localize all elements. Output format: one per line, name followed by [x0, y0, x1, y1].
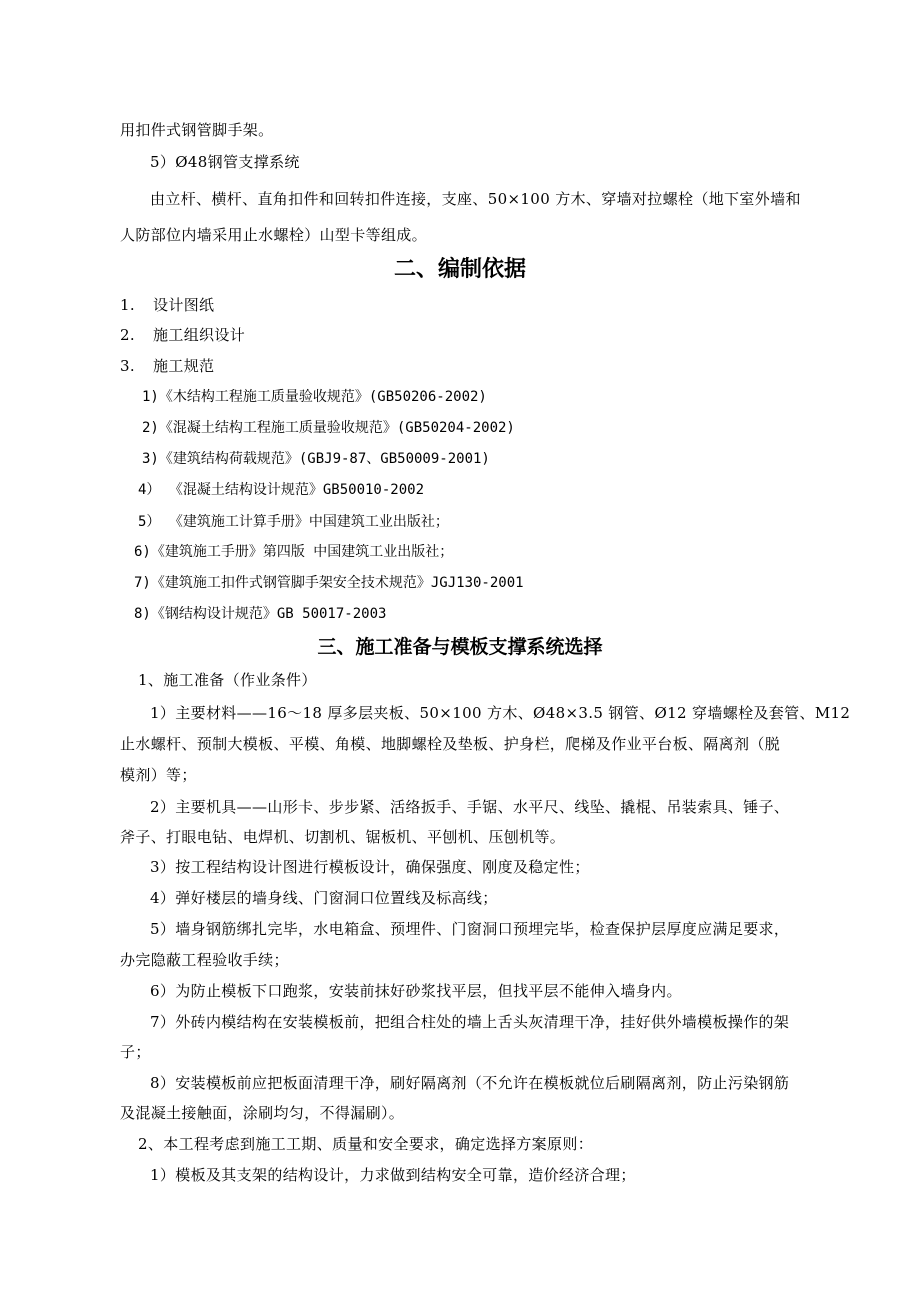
paragraph-line: 4）弹好楼层的墙身线、门窗洞口位置线及标高线；	[150, 889, 498, 907]
paragraph-line: 3）按工程结构设计图进行模板设计，确保强度、刚度及稳定性；	[150, 858, 590, 876]
paragraph-line: 办完隐蔽工程验收手续；	[120, 951, 289, 969]
paragraph-line: 8）安装模板前应把板面清理干净，刷好隔离剂（不允许在模板就位后刷隔离剂，防止污染钢筋	[150, 1074, 790, 1092]
standard-item: 5） 《建筑施工计算手册》中国建筑工业出版社；	[138, 514, 449, 530]
subsection-heading: 2、本工程考虑到施工工期、质量和安全要求，确定选择方案原则：	[138, 1135, 594, 1153]
section3-title: 三、施工准备与模板支撑系统选择	[317, 636, 603, 658]
basis-item-text: 设计图纸	[153, 296, 215, 314]
standard-item: 7)《建筑施工扣件式钢管脚手架安全技术规范》JGJ130-2001	[134, 575, 524, 591]
paragraph-line: 7）外砖内模结构在安装模板前，把组合柱处的墙上舌头灰清理干净，挂好供外墙模板操作的架	[150, 1013, 790, 1031]
paragraph-line: 5）墙身钢筋绑扎完毕，水电箱盒、预埋件、门窗洞口预埋完毕，检查保护层厚度应满足要求，	[150, 920, 790, 938]
standard-item: 3)《建筑结构荷载规范》(GBJ9-87、GB50009-2001)	[142, 451, 490, 467]
item5-title: 5）Ø48钢管支撑系统	[150, 153, 300, 171]
paragraph-line: 1）模板及其支架的结构设计，力求做到结构安全可靠，造价经济合理；	[150, 1166, 636, 1184]
basis-item-num: 2.	[120, 326, 136, 344]
item5-body-line2: 人防部位内墙采用止水螺栓）山型卡等组成。	[120, 226, 428, 244]
paragraph-line: 止水螺杆、预制大模板、平模、角模、地脚螺栓及垫板、护身栏，爬梯及作业平台板、隔离剂（脱	[120, 735, 781, 753]
paragraph-line: 模剂）等；	[120, 766, 197, 784]
paragraph-line: 1）主要材料——16～18 厚多层夹板、50×100 方木、Ø48×3.5 钢管、Ø12 穿墙螺栓及套管、M12	[150, 704, 851, 722]
paragraph-line: 2）主要机具——山形卡、步步紧、活络扳手、手锯、水平尺、线坠、撬棍、吊装索具、锤子、	[150, 798, 790, 816]
paragraph-line: 及混凝土接触面，涂刷均匀，不得漏刷）。	[120, 1104, 405, 1122]
standard-item: 2)《混凝土结构工程施工质量验收规范》(GB50204-2002)	[142, 420, 515, 436]
standard-item: 4） 《混凝土结构设计规范》GB50010-2002	[138, 482, 425, 498]
subsection-heading: 1、施工准备（作业条件）	[138, 671, 317, 689]
basis-item-num: 1.	[120, 296, 136, 314]
item5-body-line1: 由立杆、横杆、直角扣件和回转扣件连接，支座、50×100 方木、穿墙对拉螺栓（地下室外墙和	[150, 190, 801, 208]
paragraph-line: 子；	[120, 1043, 151, 1061]
section2-title: 二、编制依据	[393, 257, 526, 282]
standard-item: 6)《建筑施工手册》第四版 中国建筑工业出版社；	[134, 544, 454, 560]
basis-item-text: 施工组织设计	[153, 326, 246, 344]
basis-item-text: 施工规范	[153, 357, 215, 375]
basis-item-num: 3.	[120, 357, 136, 375]
intro-line: 用扣件式钢管脚手架。	[120, 121, 274, 139]
standard-item: 8)《钢结构设计规范》GB 50017-2003	[134, 606, 387, 622]
standard-item: 1)《木结构工程施工质量验收规范》(GB50206-2002)	[142, 389, 487, 405]
paragraph-line: 斧子、打眼电钻、电焊机、切割机、锯板机、平刨机、压刨机等。	[120, 828, 566, 846]
paragraph-line: 6）为防止模板下口跑浆，安装前抹好砂浆找平层，但找平层不能伸入墙身内。	[150, 982, 682, 1000]
